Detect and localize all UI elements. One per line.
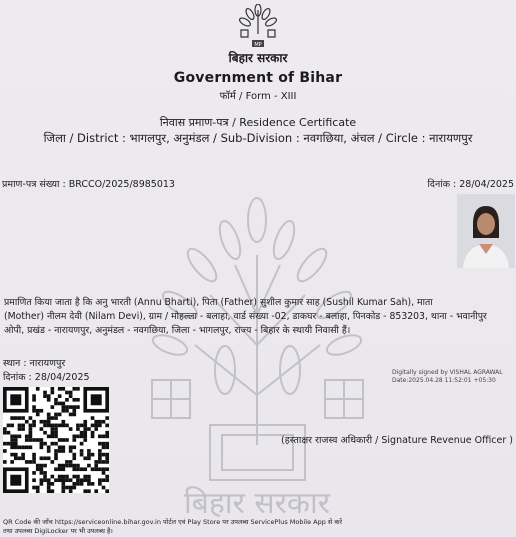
- statement-line-2: (Mother) नीलम देवी (Nilam Devi), ग्राम / मोहल्ला - बलाहा, वार्ड संख्या -02, डाकघर - बलाहा, पिनकोड - 853203, थाना - भवानीपुर: [4, 311, 487, 322]
- form-number: फॉर्म / Form - XIII: [219, 91, 297, 102]
- signature-label: (हस्ताक्षर राजस्व अधिकारी / Signature Revenue Officer ): [281, 435, 513, 446]
- certificate-date: दिनांक : 28/04/2025: [427, 179, 514, 190]
- footer-line-1: QR Code की जाँच https://serviceonline.bihar.gov.in पोर्टल एवं Play Store पर उपलब्ध ServicePlus Mobile App से करें: [3, 518, 343, 526]
- digital-signature-date: Date:2025.04.28 11:52:01 +05:30: [392, 377, 496, 384]
- statement-line-1: प्रमाणित किया जाता है कि अनु भारती (Annu Bharti), पिता (Father) सुशील कुमार साह (Sushil Kumar Sah), माता: [4, 297, 433, 308]
- issue-place: स्थान : नारायणपुर: [3, 358, 66, 369]
- government-title: Government of Bihar: [173, 70, 343, 86]
- state-name-hindi: बिहार सरकार: [228, 51, 288, 65]
- svg-text:MP: MP: [254, 42, 262, 48]
- watermark-text: बिहार सरकार: [183, 486, 331, 521]
- certificate-title: निवास प्रमाण-पत्र / Residence Certificate: [159, 116, 357, 129]
- certificate-number: प्रमाण-पत्र संख्या : BRCCO/2025/8985013: [2, 179, 175, 190]
- digital-signature-name: Digitally signed by VISHAL AGRAWAL: [392, 369, 503, 376]
- applicant-photo: [457, 194, 515, 268]
- qr-code: [3, 387, 109, 493]
- certification-statement: [4, 296, 514, 338]
- footer-note: [3, 518, 363, 536]
- location-line: जिला / District : भागलपुर, अनुमंडल / Sub-Division : नवगछिया, अंचल / Circle : नारायणपुर: [43, 131, 473, 145]
- statement-line-3: ओपी, प्रखंड - नारायणपुर, अनुमंडल - नवगछिया, जिला - भागलपुर, राज्य - बिहार के स्थायी निवासी हैं।: [4, 325, 351, 336]
- digital-signature: [392, 369, 512, 385]
- bihar-emblem-icon: [238, 4, 278, 48]
- footer-line-2: तथा उपलब्ध DigiLocker पर भी उपलब्ध है।: [3, 527, 113, 535]
- issue-date: दिनांक : 28/04/2025: [3, 372, 90, 383]
- watermark-tree-emblem: [140, 195, 375, 535]
